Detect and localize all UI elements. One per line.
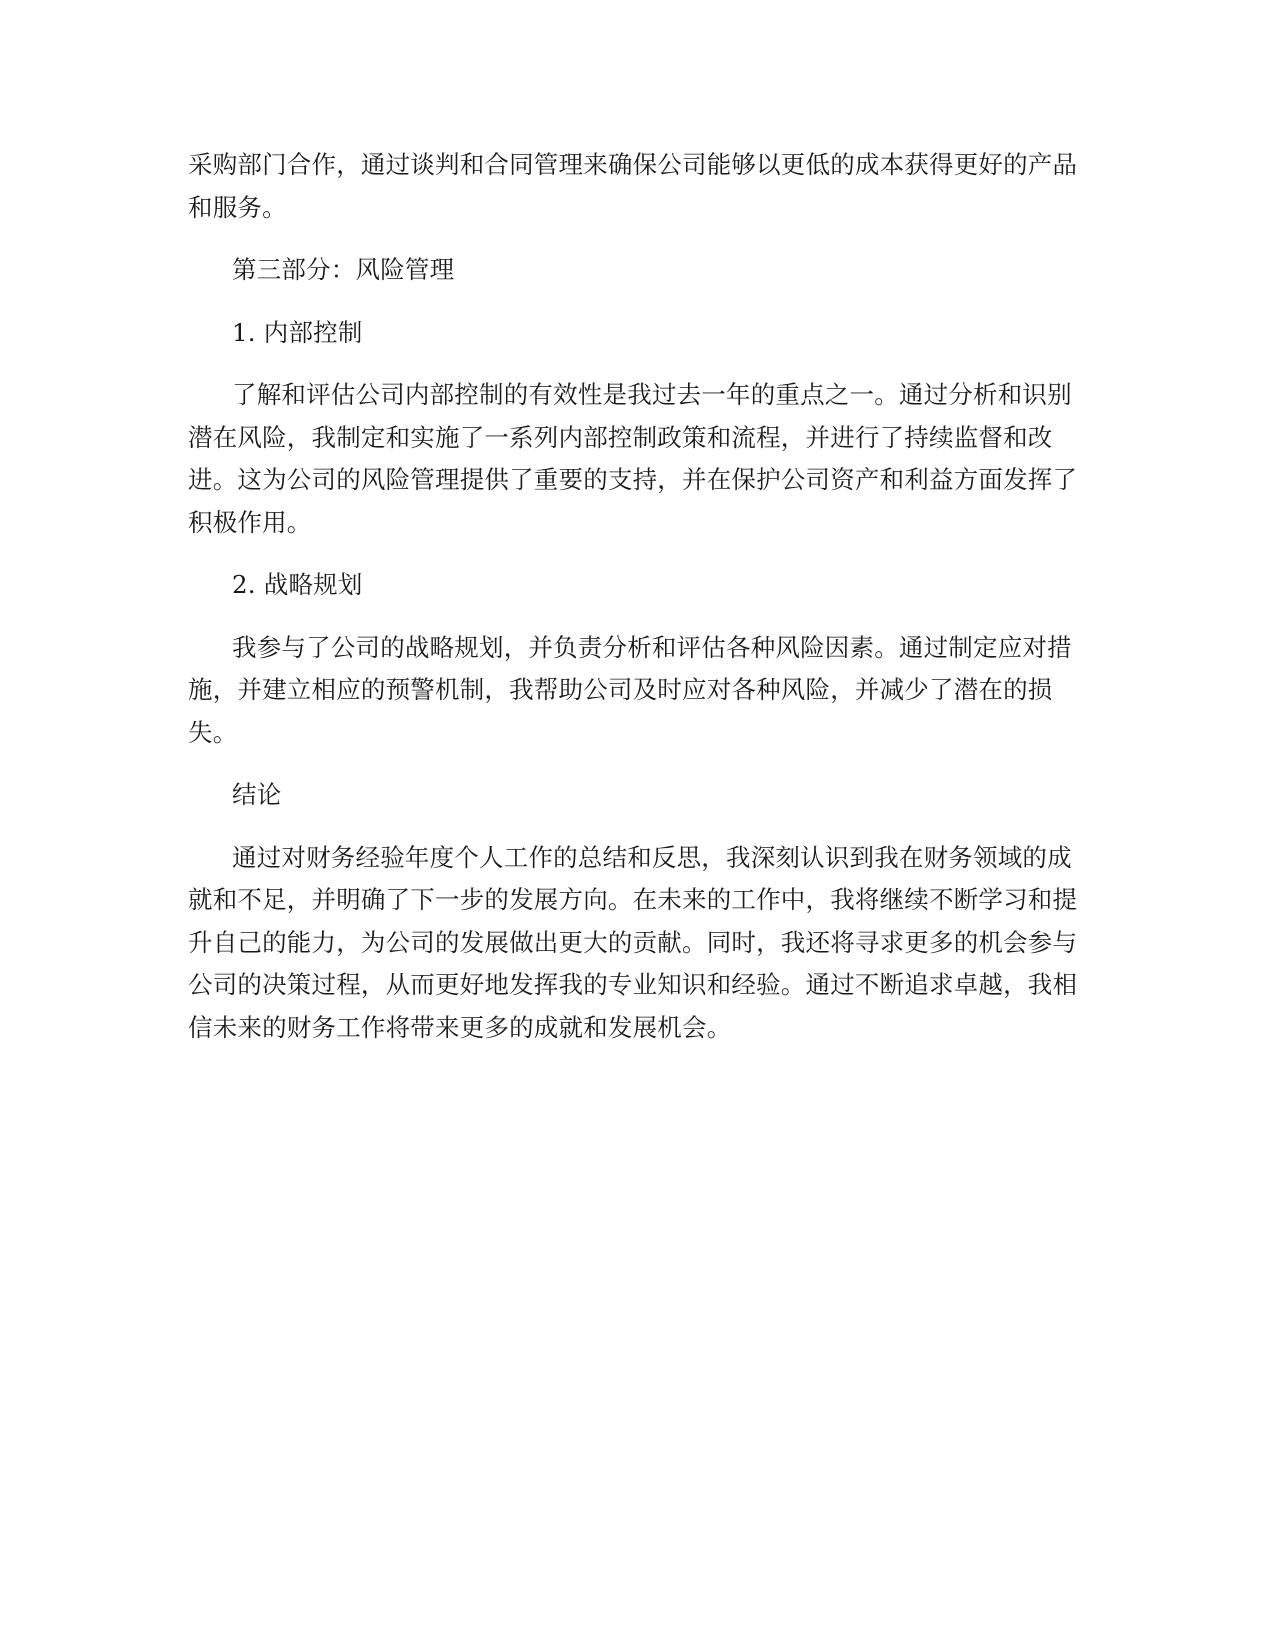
subheading-strategic-planning: 2. 战略规划	[232, 570, 363, 599]
section-heading-risk-management: 第三部分：风险管理	[232, 255, 455, 284]
paragraph-procurement-continuation: 采购部门合作，通过谈判和合同管理来确保公司能够以更低的成本获得更好的产品和服务。	[188, 150, 1078, 222]
paragraph-strategic-planning: 我参与了公司的战略规划，并负责分析和评估各种风险因素。通过制定应对措施，并建立相应的预警机制，我帮助公司及时应对各种风险，并减少了潜在的损失。	[188, 632, 1072, 747]
document-body	[188, 144, 1092, 1069]
paragraph-internal-control: 了解和评估公司内部控制的有效性是我过去一年的重点之一。通过分析和识别潜在风险，我制定和实施了一系列内部控制政策和流程，并进行了持续监督和改进。这为公司的风险管理提供了重要的支持，并在保护公司资产和利益方面发挥了积极作用。	[188, 380, 1078, 537]
section-heading-conclusion: 结论	[232, 780, 282, 809]
paragraph-conclusion: 通过对财务经验年度个人工作的总结和反思，我深刻认识到我在财务领域的成就和不足，并明确了下一步的发展方向。在未来的工作中，我将继续不断学习和提升自己的能力，为公司的发展做出更大的贡献。同时，我还将寻求更多的机会参与公司的决策过程，从而更好地发挥我的专业知识和经验。通过不断追求卓越，我相信未来的财务工作将带来更多的成就和发展机会。	[188, 842, 1078, 1042]
subheading-internal-control: 1. 内部控制	[232, 317, 363, 347]
